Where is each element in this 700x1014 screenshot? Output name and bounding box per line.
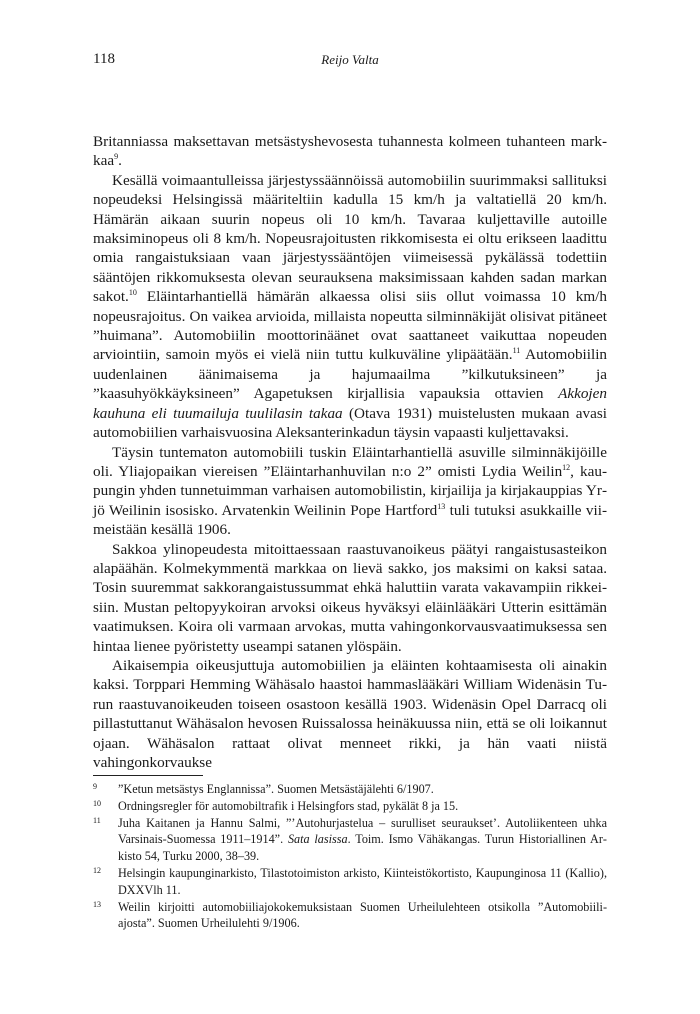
footnote-text xyxy=(118,815,607,865)
footnote-ref: 13 xyxy=(437,501,446,511)
footnote-number: 11 xyxy=(93,815,101,825)
italic-text: Sata lasissa xyxy=(287,832,348,847)
page-number: 118 xyxy=(93,51,115,67)
text-run: (Otava 1931) muistelusten mukaan avasi automobiilien varhaisvuosina Aleksanterinkadun täysin vapaasti kuljettavaksi. xyxy=(93,404,607,442)
footnote-ref: 10 xyxy=(128,288,137,298)
paragraph xyxy=(93,132,607,171)
text-run: Automobiilin uudenlainen äänimaisema ja hajumaailma ”kilkutuksineen” ja ”kaasuhyökkäyksineen” Agapetuksen kirjallisia vapauksia ottavien xyxy=(93,346,608,403)
footnote xyxy=(93,815,607,865)
text-run: Weilin kirjoitti automobiiliajokokemuksistaan Suomen Urheilulehteen otsikolla ”Automobiiliajosta”. Suomen Urheilulehti 9/1906. xyxy=(118,899,607,931)
footnote xyxy=(93,865,607,899)
text-run: . xyxy=(118,152,122,170)
footnote-text xyxy=(118,798,607,815)
footnotes xyxy=(93,781,607,932)
text-run: Täysin tuntematon automobiili tuskin Eläintarhantiellä asuville silminnäkijöille oli. Yliajopaikan viereisen ”Eläintarhanhuvilan n:o 2” omisti Lydia Weilin xyxy=(93,443,607,480)
text-run: , kaupungin yhden tunnetuimman varhaisen automobilistin, kirjailija ja kirjakauppias Yrjö Weilinin isosisko. Arvatenkin Weilinin Pope Hartford xyxy=(93,462,607,519)
footnote-separator xyxy=(93,775,203,776)
running-head: Reijo Valta xyxy=(321,52,379,67)
paragraph xyxy=(93,171,607,443)
text-run: Helsingin kaupunginarkisto, Tilastotoimiston arkisto, Kiinteistökortisto, Kaupunginosa 11 (Kallio), DXXVlh 11. xyxy=(118,865,607,897)
footnote-ref: 12 xyxy=(562,462,571,472)
text-run: Juha Kaitanen ja Hannu Salmi, ”’Autohurjastelua – surulliset seuraukset’. Autoliikenteen uhka Varsinais-Suomessa 1911–1914”. xyxy=(118,815,607,847)
footnote-ref: 9 xyxy=(114,152,119,162)
text-run: Sakkoa ylinopeudesta mitoittaessaan raastuvanoikeus päätyi rangaistusasteikon alapäähän. Kolmekymmentä markkaa on lievä sakko, jos maksimi on kaksi sataa. Tosin suuremmat sakkorangaistussummat ehkä haluttiin varata vakavampiin rikkeisiin. Mustan peltopyykoiran arvoksi oikeus hyväksyi eläinlääkäri Utterin esittämän vaatimuksen. Koira oli varmaan arvokas, mutta vahingonkorvausvaatimuksessa sen hintaa lienee pyöristetty useampi satanen ylöspäin. xyxy=(93,540,607,655)
footnote-text xyxy=(118,781,607,798)
paragraph xyxy=(93,656,607,772)
text-run: tuli tutuksi asukkaille viimeistään kesällä 1906. xyxy=(93,501,607,539)
footnote-number: 10 xyxy=(93,798,101,808)
text-run: Eläintarhantiellä hämärän alkaessa olisi siis ollut voimassa 10 km/h nopeusrajoitus. On vaikea arvioida, millaista nopeutta silminnäkijät olisivat pitäneet ”huimana”. Automobiilin moottorinäänet ovat saattaneet vaikuttaa nopeuden arviointiin, samoin myös ei vielä niin tuttu kulkuväline ylipäätään. xyxy=(93,288,607,364)
footnote-ref: 11 xyxy=(512,346,521,356)
footnote xyxy=(93,781,607,798)
footnote xyxy=(93,798,607,815)
body-text xyxy=(93,132,607,772)
text-run: Kesällä voimaantulleissa järjestyssäännöissä automobiilin suurimmaksi sallituksi nopeudeksi Helsingissä määriteltiin kadulla 15 km/h ja valtatiellä 20 km/h. Hämärän aikaan suurin nopeus oli 10 km/h. Tavaraa kuljettaville autoille maksiminopeus oli 8 km/h. Nopeusrajoitusten rikkomisesta ei oltu erikseen laadittu omia rangaistuksiaan vaan järjestyssääntöjen viimeisessä pykälässä todettiin sääntöjen rikkomuksesta olevan seurauksena maksimissaan kahden sadan markan sakot. xyxy=(93,171,607,306)
text-run: Ordningsregler för automobiltrafik i Helsingfors stad, pykälät 8 ja 15. xyxy=(118,798,459,813)
paragraph xyxy=(93,540,607,656)
text-run: ”Ketun metsästys Englannissa”. Suomen Metsästäjälehti 6/1907. xyxy=(118,782,434,796)
footnote xyxy=(93,899,607,933)
footnote-text xyxy=(118,899,607,933)
text-run: Aikaisempia oikeusjuttuja automobiilien ja eläinten kohtaamisesta oli ainakin kaksi. Torppari Hemming Wähäsalo haastoi hammaslääkäri William Widenäsin Turun raastuvanoikeuden toiseen osastoon kesällä 1903. Widenäsin Opel Darracq oli pillastuttanut Wähäsalon hevosen Ruissalossa heinäkuussa niin, että se oli loikannut ojaan. Wähäsalon rattaat olivat menneet rikki, ja hän vaati niistä vahingonkorvaukse xyxy=(93,656,607,771)
footnote-number: 9 xyxy=(93,782,97,791)
text-run: Britanniassa maksettavan metsästyshevosesta tuhannesta kolmeen tuhanteen markkaa xyxy=(93,133,607,170)
footnote-number: 13 xyxy=(93,899,101,909)
footnote-text xyxy=(118,865,607,899)
italic-text: Akkojen kauhuna eli tuumailuja tuulilasin takaa xyxy=(93,385,607,422)
footnote-number: 12 xyxy=(93,865,101,875)
text-run: . Toim. Ismo Vähäkangas. Turun Historiallinen Arkisto 54, Turku 2000, 38–39. xyxy=(118,832,607,864)
page-header xyxy=(93,51,607,71)
paragraph xyxy=(93,443,607,540)
